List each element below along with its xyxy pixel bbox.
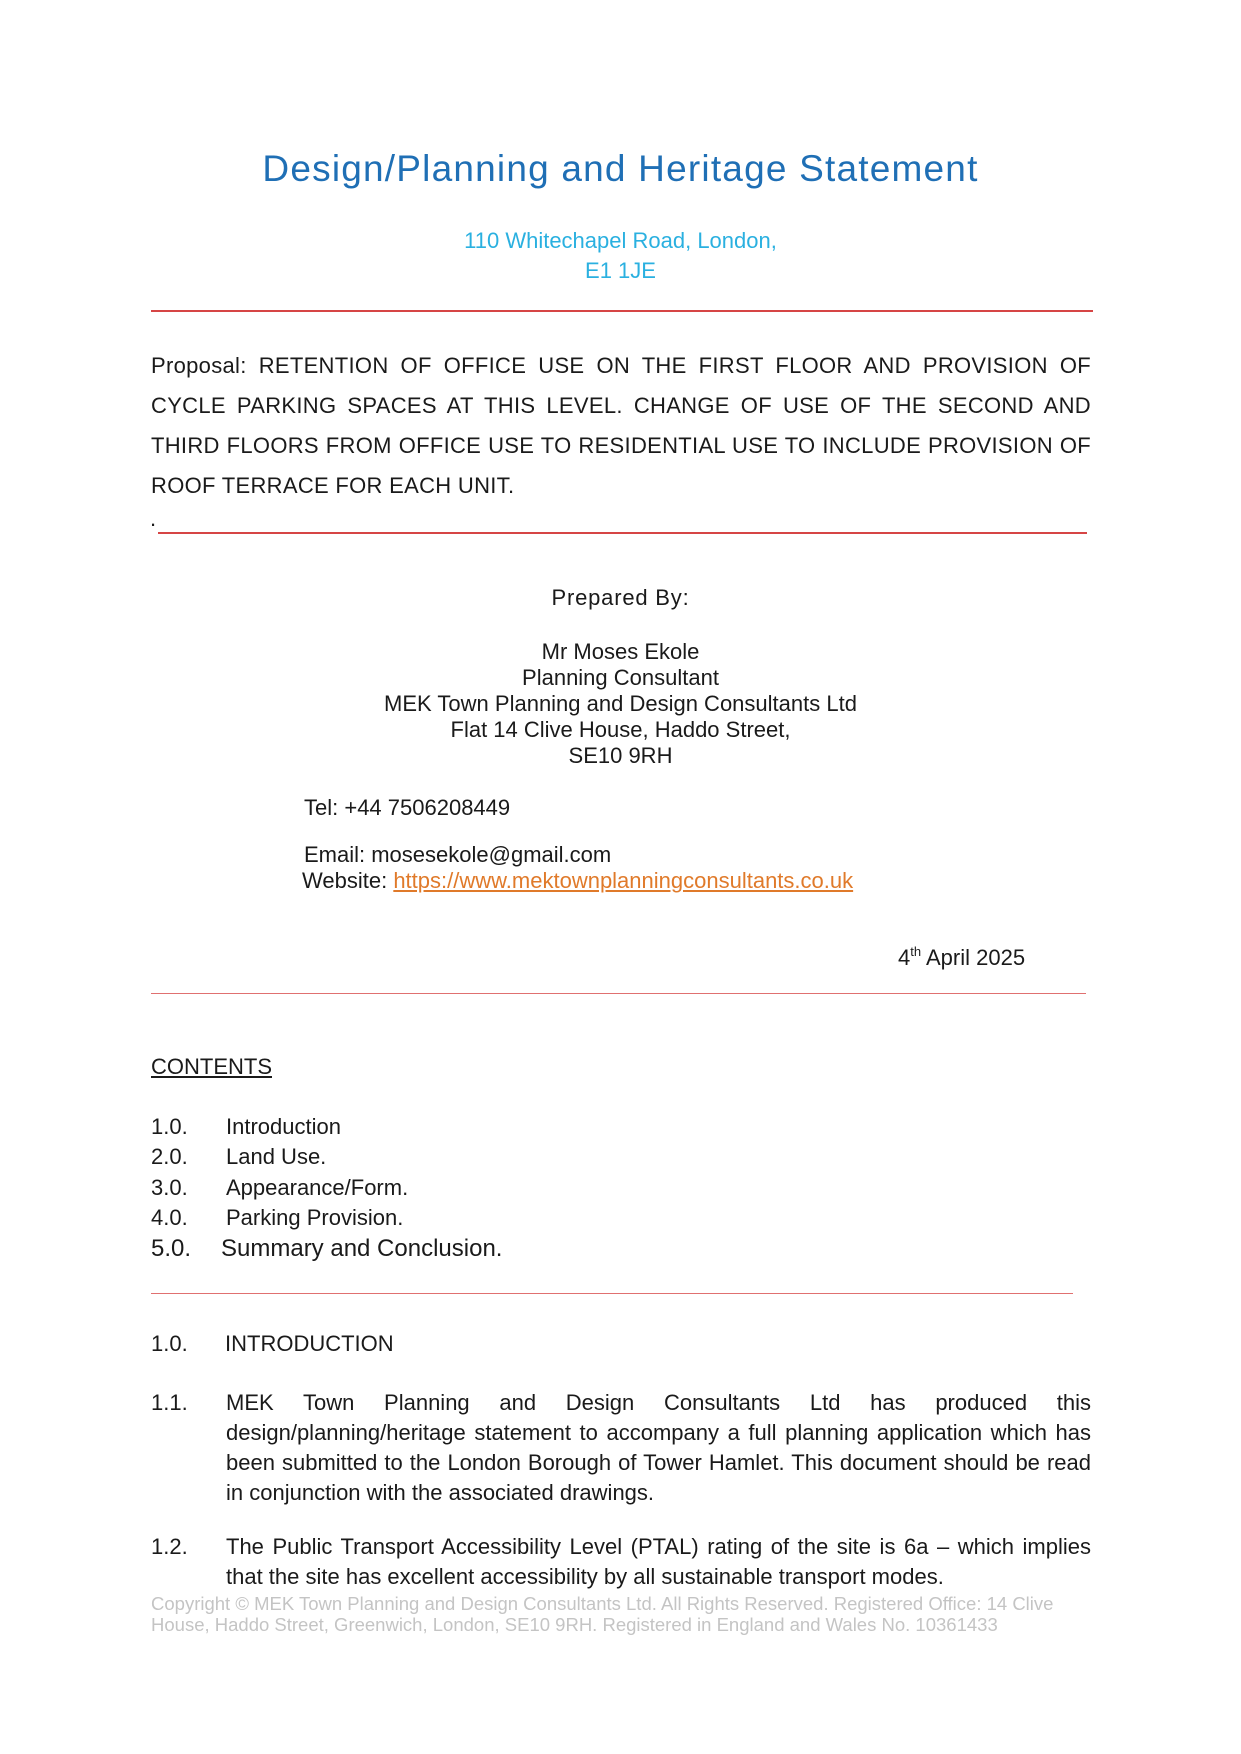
document-date <box>898 945 1025 971</box>
copyright-footer: Copyright © MEK Town Planning and Design Consultants Ltd. All Rights Reserved. Registered Office: 14 Clive House, Haddo Street, Greenwich, London, SE10 9RH. Registered in England and Wales No. 10361433 <box>151 1593 1054 1635</box>
preparer-address-line1: Flat 14 Clive House, Haddo Street, <box>450 717 791 742</box>
toc-label: Land Use. <box>226 1144 327 1169</box>
paragraph-number: 1.2. <box>151 1534 188 1559</box>
paragraph <box>151 1388 1091 1508</box>
toc-item <box>151 1114 341 1140</box>
separator-dot: . <box>150 506 157 531</box>
preparer-website <box>302 868 853 894</box>
contents-heading: CONTENTS <box>151 1054 272 1079</box>
website-link[interactable]: https://www.mektownplanningconsultants.co.uk <box>393 868 854 893</box>
document-title: Design/Planning and Heritage Statement <box>262 148 979 189</box>
paragraph-text: The Public Transport Accessibility Level (PTAL) rating of the site is 6a – which implies that the site has excellent accessibility by all sustainable transport modes. <box>226 1534 1091 1589</box>
preparer-company: MEK Town Planning and Design Consultants Ltd <box>384 691 857 716</box>
preparer-email: Email: mosesekole@gmail.com <box>304 842 612 867</box>
date-day: 4 <box>898 945 911 970</box>
preparer-role: Planning Consultant <box>522 665 719 690</box>
toc-number: 5.0. <box>151 1235 192 1262</box>
paragraph <box>151 1532 1091 1592</box>
site-address <box>0 226 1241 286</box>
toc-number: 2.0. <box>151 1144 188 1169</box>
date-suffix: th <box>910 944 922 959</box>
toc-number: 3.0. <box>151 1175 188 1200</box>
preparer-address-line2: SE10 9RH <box>568 743 673 768</box>
toc-item <box>151 1235 502 1263</box>
website-label: Website: <box>302 868 394 893</box>
paragraph-number: 1.1. <box>151 1390 188 1415</box>
preparer-tel: Tel: +44 7506208449 <box>304 795 511 820</box>
site-address-line2: E1 1JE <box>585 258 656 283</box>
section-number: 1.0. <box>151 1331 188 1356</box>
section-title: INTRODUCTION <box>225 1331 394 1356</box>
proposal-text: Proposal: RETENTION OF OFFICE USE ON THE FIRST FLOOR AND PROVISION OF CYCLE PARKING SPACES AT THIS LEVEL. CHANGE OF USE OF THE SECOND AND THIRD FLOORS FROM OFFICE USE TO RESIDENTIAL USE TO INCLUDE PROVISION OF ROOF TERRACE FOR EACH UNIT. <box>151 353 1091 498</box>
toc-item <box>151 1175 408 1201</box>
site-address-line1: 110 Whitechapel Road, London, <box>464 228 777 253</box>
preparer-name: Mr Moses Ekole <box>541 639 700 664</box>
toc-item <box>151 1205 403 1231</box>
proposal-divider <box>158 532 1087 534</box>
header-divider <box>151 310 1093 312</box>
toc-label: Appearance/Form. <box>226 1175 409 1200</box>
paragraph-text: MEK Town Planning and Design Consultants Ltd has produced this design/planning/heritage statement to accompany a full planning application which has been submitted to the London Borough of Tower Hamlet. This document should be read in conjunction with the associated drawings. <box>226 1390 1091 1505</box>
date-divider <box>151 993 1086 994</box>
toc-label: Parking Provision. <box>226 1205 404 1230</box>
toc-item <box>151 1144 326 1170</box>
toc-number: 1.0. <box>151 1114 188 1139</box>
preparer-block <box>0 639 1241 769</box>
toc-label: Summary and Conclusion. <box>221 1235 503 1262</box>
prepared-by-label: Prepared By: <box>551 585 690 610</box>
contents-divider <box>151 1293 1073 1294</box>
date-rest: April 2025 <box>921 945 1026 970</box>
introduction-heading <box>151 1331 394 1357</box>
toc-number: 4.0. <box>151 1205 188 1230</box>
toc-label: Introduction <box>226 1114 341 1139</box>
